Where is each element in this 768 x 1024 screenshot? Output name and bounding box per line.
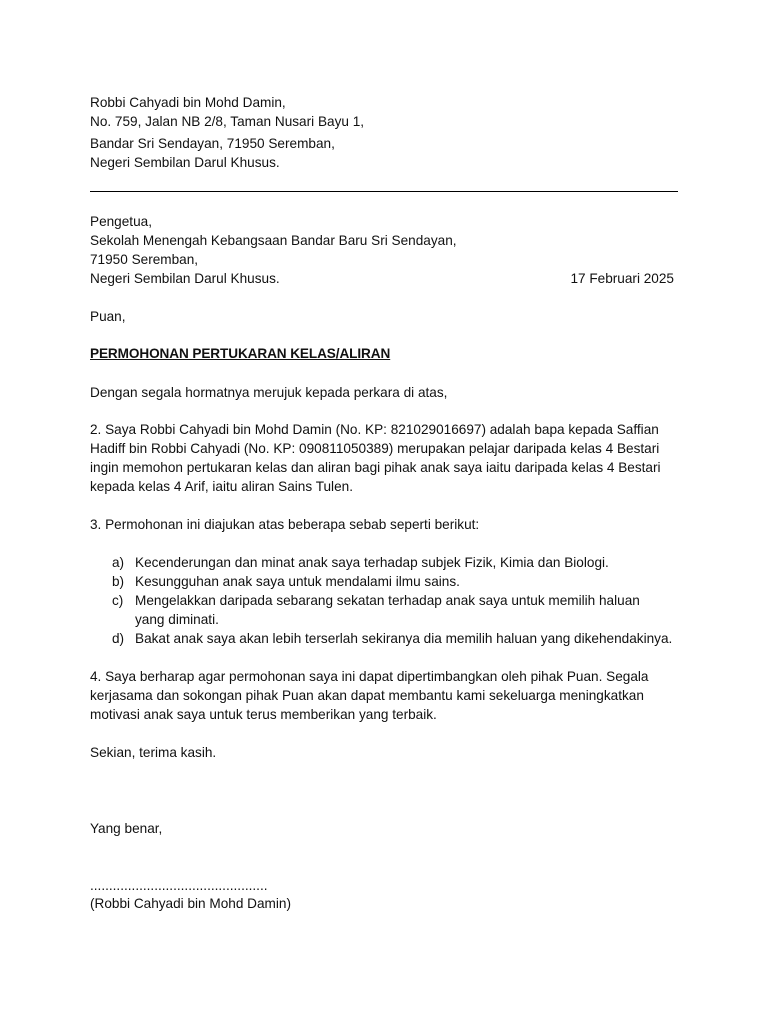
paragraph-4-line: 4. Saya berharap agar permohonan saya ini dapat dipertimbangkan oleh pihak Puan. Segala xyxy=(90,669,649,684)
list-item-line: yang diminati. xyxy=(135,612,219,627)
closing-line: Sekian, terima kasih. xyxy=(90,745,217,760)
paragraph-4 xyxy=(90,667,680,724)
list-marker: a) xyxy=(112,555,125,570)
list-item-text xyxy=(135,629,695,648)
list-marker: c) xyxy=(112,593,124,608)
signature-name: (Robbi Cahyadi bin Mohd Damin) xyxy=(90,896,291,911)
recipient-line-3: 71950 Seremban, xyxy=(90,252,199,267)
sender-address-line-1: No. 759, Jalan NB 2/8, Taman Nusari Bayu 1, xyxy=(90,114,365,129)
list-item-line: Kecenderungan dan minat anak saya terhadap subjek Fizik, Kimia dan Biologi. xyxy=(135,555,609,570)
subject-heading: PERMOHONAN PERTUKARAN KELAS/ALIRAN xyxy=(90,346,391,361)
list-item-line: Bakat anak saya akan lebih terserlah sekiranya dia memilih haluan yang dikehendakinya. xyxy=(135,631,673,646)
recipient-line-1: Pengetua, xyxy=(90,214,152,229)
list-item-text xyxy=(135,591,695,629)
header-divider xyxy=(90,191,678,192)
list-item-line: Kesungguhan anak saya untuk mendalami ilmu sains. xyxy=(135,574,460,589)
letter-date: 17 Februari 2025 xyxy=(570,271,674,286)
recipient-line-4: Negeri Sembilan Darul Khusus. xyxy=(90,271,280,286)
opening-line: Dengan segala hormatnya merujuk kepada perkara di atas, xyxy=(90,385,448,400)
sender-address-line-2: Bandar Sri Sendayan, 71950 Seremban, xyxy=(90,136,335,151)
paragraph-2-line: Hadiff bin Robbi Cahyadi (No. KP: 090811050389) merupakan pelajar daripada kelas 4 Bestari xyxy=(90,441,660,456)
salutation: Puan, xyxy=(90,309,126,324)
paragraph-4-line: kerjasama dan sokongan pihak Puan akan dapat membantu kami sekeluarga meningkatkan xyxy=(90,688,644,703)
paragraph-2-line: kepada kelas 4 Arif, iaitu aliran Sains Tulen. xyxy=(90,479,353,494)
list-item-line: Mengelakkan daripada sebarang sekatan terhadap anak saya untuk memilih haluan xyxy=(135,593,640,608)
paragraph-4-line: motivasi anak saya untuk terus memberikan yang terbaik. xyxy=(90,707,437,722)
list-item-text xyxy=(135,572,695,591)
paragraph-2-line: ingin memohon pertukaran kelas dan aliran bagi pihak anak saya iaitu daripada kelas 4 Bestari xyxy=(90,460,661,475)
paragraph-2-line: 2. Saya Robbi Cahyadi bin Mohd Damin (No. KP: 821029016697) adalah bapa kepada Saffian xyxy=(90,422,659,437)
signature-line: ............................................... xyxy=(90,878,268,893)
list-marker: d) xyxy=(112,631,125,646)
list-marker: b) xyxy=(112,574,125,589)
sender-address-line-3: Negeri Sembilan Darul Khusus. xyxy=(90,155,280,170)
recipient-line-2: Sekolah Menengah Kebangsaan Bandar Baru Sri Sendayan, xyxy=(90,233,457,248)
paragraph-2 xyxy=(90,420,680,496)
sender-name: Robbi Cahyadi bin Mohd Damin, xyxy=(90,95,286,110)
paragraph-3: 3. Permohonan ini diajukan atas beberapa sebab seperti berikut: xyxy=(90,517,480,532)
signoff: Yang benar, xyxy=(90,821,163,836)
list-item-text xyxy=(135,553,695,572)
